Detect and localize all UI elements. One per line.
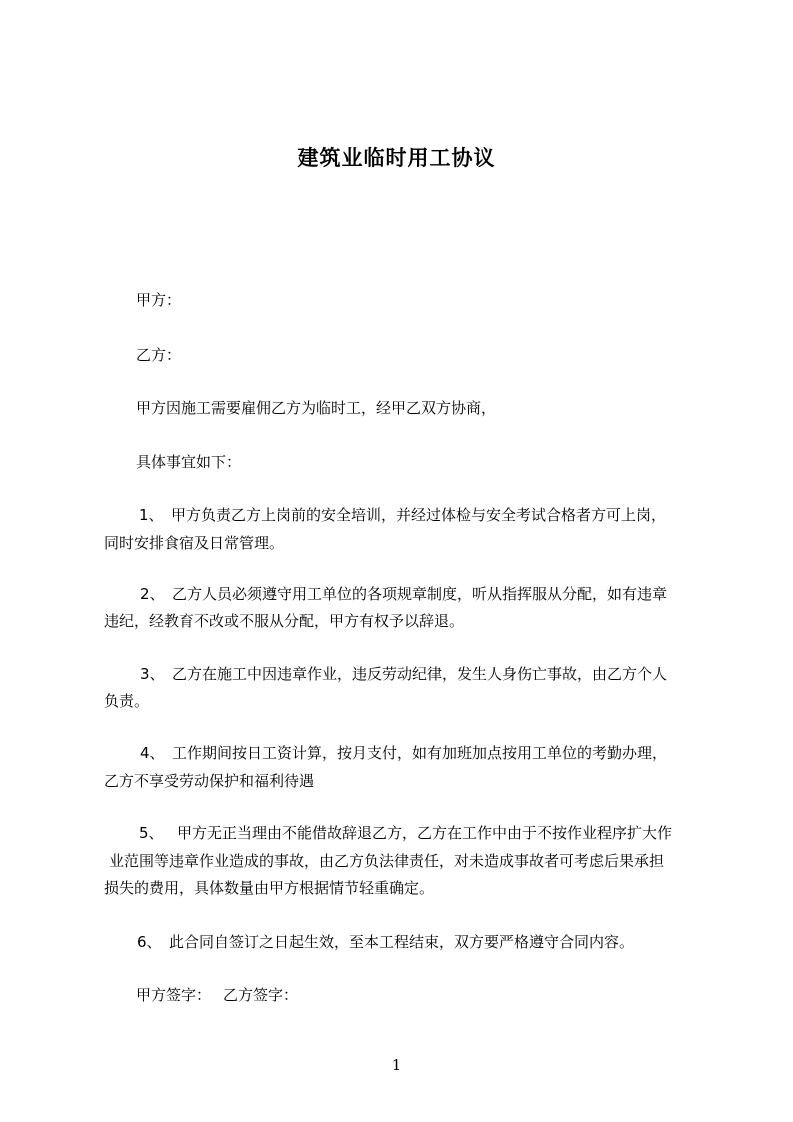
clause-line-continued: 乙方不享受劳动保护和福利待遇 (104, 772, 315, 790)
clause-line (139, 505, 666, 525)
clause-line (140, 664, 667, 684)
clause-text: 工作期间按日工资计算，按月支付，如有加班加点按用工单位的考勤办理， (172, 744, 668, 762)
clause-number: 6、 (137, 933, 162, 951)
clause-number: 4、 (140, 744, 165, 762)
clause-line-continued: 同时安排食宿及日常管理。 (104, 534, 285, 552)
clause-text: 甲方负责乙方上岗前的安全培训，并经过体检与安全考试合格者方可上岗， (171, 506, 667, 524)
party-b-label: 乙方： (136, 346, 182, 364)
clause-line-continued: 负责。 (104, 692, 150, 710)
clause-line-continued: 损失的费用，具体数量由甲方根据情节轻重确定。 (104, 879, 435, 897)
clause-text: 乙方在施工中因违章作业，违反劳动纪律，发生人身伤亡事故，由乙方个人 (172, 665, 668, 683)
intro-text: 甲方因施工需要雇佣乙方为临时工，经甲乙双方协商， (136, 399, 497, 417)
clause-text: 甲方无正当理由不能借故辞退乙方，乙方在工作中由于不按作业程序扩大作 (177, 824, 673, 842)
signature-b-label: 乙方签字： (223, 986, 299, 1004)
clause-line-continued: 业范围等违章作业造成的事故，由乙方负法律责任，对未造成事故者可考虑后果承担 (109, 852, 665, 870)
clause-line (140, 743, 667, 763)
clause-number: 3、 (140, 665, 165, 683)
page-number: 1 (391, 1056, 402, 1074)
party-a-label: 甲方： (136, 291, 182, 309)
clause-line (139, 823, 672, 843)
document-title: 建筑业临时用工协议 (297, 146, 496, 170)
signature-a-label: 甲方签字： (136, 986, 212, 1004)
clause-line (137, 932, 634, 952)
clause-line (140, 584, 667, 604)
intro-text-2: 具体事宜如下： (136, 453, 242, 471)
clause-number: 2、 (140, 585, 165, 603)
clause-number: 1、 (139, 506, 164, 524)
signature-line (136, 985, 298, 1005)
clause-number: 5、 (139, 824, 164, 842)
clause-text: 乙方人员必须遵守用工单位的各项规章制度，听从指挥服从分配，如有违章 (172, 585, 668, 603)
clause-text: 此合同自签订之日起生效，至本工程结束，双方要严格遵守合同内容。 (169, 933, 635, 951)
clause-line-continued: 违纪，经教育不改或不服从分配，甲方有权予以辞退。 (104, 612, 465, 630)
